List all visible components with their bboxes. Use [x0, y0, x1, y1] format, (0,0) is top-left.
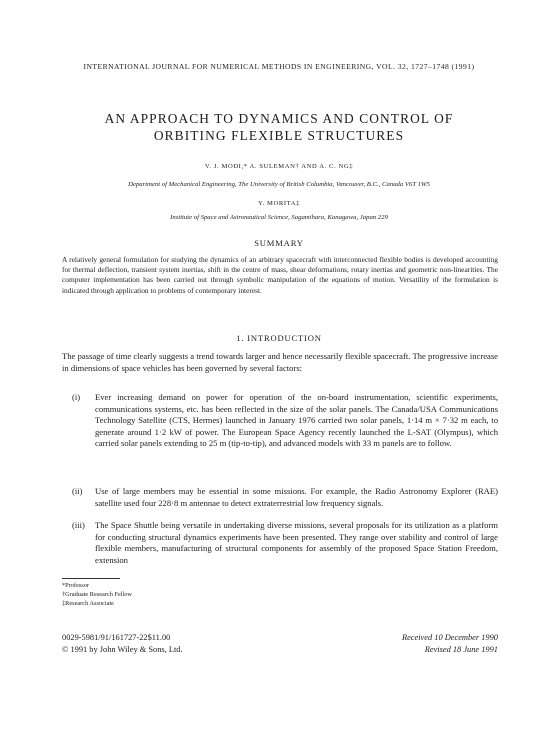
authors: V. J. MODI,* A. SULEMAN† AND A. C. NG‡ [204, 163, 354, 170]
list-item-text: The Space Shuttle being versatile in undertaking diverse missions, several proposals for its utilization as a platform for conducting structural dynamics experiments have been presented. They range over stability and control of large flexible members, manufacturing of structural components for assembly of the proposed Space Station Freedom, extension [95, 520, 498, 565]
introduction-paragraph: The passage of time clearly suggests a trend towards larger and hence necessarily flexible spacecraft. The progressive increase in dimensions of space vehicles has been governed by several factors: [62, 351, 498, 373]
introduction-heading: 1. INTRODUCTION [236, 333, 322, 343]
journal-header: INTERNATIONAL JOURNAL FOR NUMERICAL METHODS IN ENGINEERING, VOL. 32, 1727–1748 (1991) [83, 62, 475, 71]
affiliation-ubc: Department of Mechanical Engineering, The University of British Columbia, Vancouver, B.C., Canada V6T 1W5 [128, 181, 430, 188]
list-item [62, 520, 498, 566]
copyright-notice: © 1991 by John Wiley & Sons, Ltd. [62, 645, 183, 654]
list-item-text: Ever increasing demand on power for operation of the on-board instrumentation, scientific experiments, communications systems, etc. has been reflected in the size of the solar panels. The Canada/USA Communications Technology Satellite (CTS, Hermes) launched in January 1976 carried two solar panels, 1·14 m × 7·32 m each, to generate around 1·2 kW of power. The European Space Agency recently launched the L-SAT (Olympus), which carried solar panels extending to 25 m (tip-to-tip), and advanced models with 33 m panels are to follow. [95, 392, 498, 449]
list-item-number: (iii) [72, 520, 85, 530]
footnote-divider [62, 578, 120, 579]
publication-info [62, 632, 183, 656]
summary-heading: SUMMARY [254, 238, 304, 248]
author-second-group: Y. MORITA‡ [258, 200, 300, 207]
affiliation-isas: Institute of Space and Astronautical Science, Sagamihara, Kanagawa, Japan 229 [170, 214, 388, 221]
publication-code: 0029-5981/91/161727-22$11.00 [62, 633, 171, 642]
footnote-fellow: †Graduate Research Fellow [62, 590, 132, 598]
list-item-text: Use of large members may be essential in some missions. For example, the Radio Astronomy Explorer (RAE) satellite used four 228·8 m antennae to detect extraterrestrial low frequency signals. [95, 486, 498, 508]
list-item [62, 392, 498, 450]
revised-date: Revised 18 June 1991 [424, 645, 498, 654]
list-item-number: (ii) [72, 486, 83, 496]
title-line-1: AN APPROACH TO DYNAMICS AND CONTROL OF [104, 111, 454, 126]
article-title [0, 110, 558, 144]
footnotes [62, 582, 132, 608]
footnote-professor: *Professor [62, 582, 89, 589]
title-line-2: ORBITING FLEXIBLE STRUCTURES [153, 128, 405, 143]
list-item-number: (i) [72, 392, 81, 402]
summary-text: A relatively general formulation for studying the dynamics of an arbitrary spacecraft with interconnected flexible bodies is developed accounting for thermal deflection, transient system inertias, shift in the centre of mass, shear deformations, rotary inertias and geometric non-linearities. The computer implementation has been carried out through symbolic manipulation of the equations of motion. Versatility of the formulation is indicated through application to problems of contemporary interest. [62, 255, 498, 295]
footnote-associate: ‡Research Associate [62, 599, 114, 607]
received-date: Received 10 December 1990 [401, 633, 498, 642]
received-dates [340, 632, 498, 656]
list-item [62, 486, 498, 509]
